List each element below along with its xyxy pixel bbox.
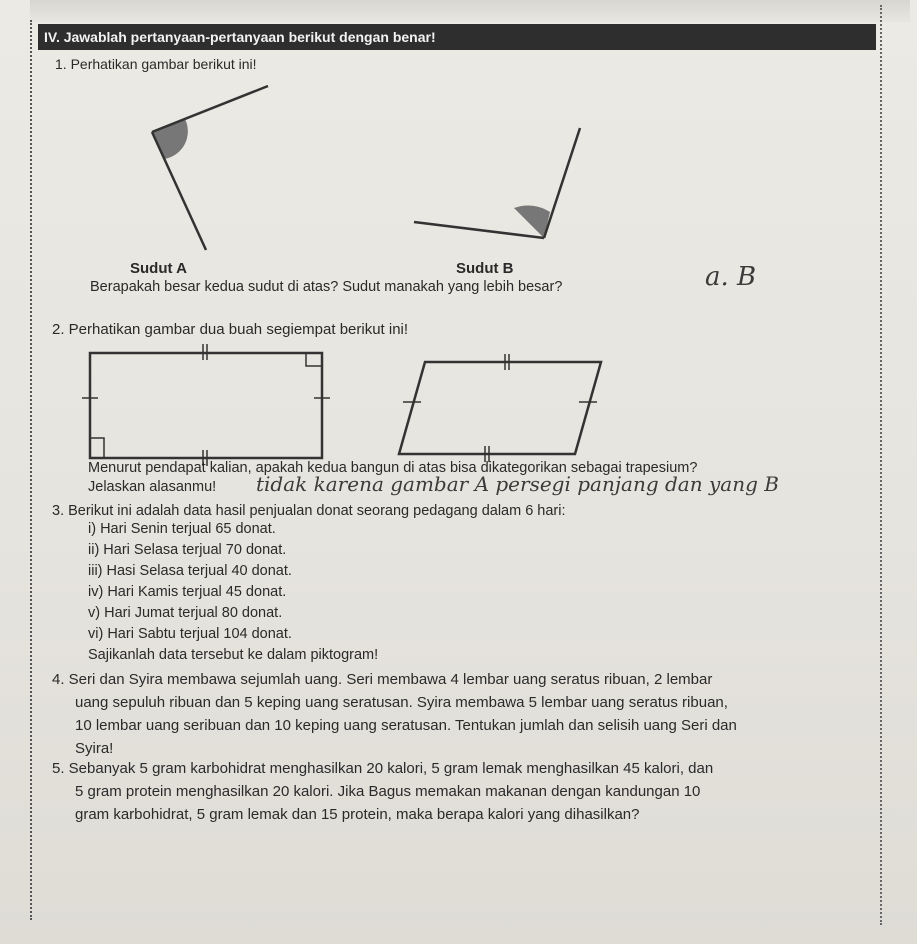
q3-item: i) Hari Senin terjual 65 donat. bbox=[88, 521, 276, 537]
angle-b-label: Sudut B bbox=[456, 260, 514, 277]
q1-handwritten-answer: a. B bbox=[705, 262, 757, 292]
q4-line: uang sepuluh ribuan dan 5 keping uang seratusan. Syira membawa 5 lembar uang seratus ribuan, bbox=[75, 694, 728, 711]
angle-a-figure bbox=[140, 82, 280, 257]
q2-prompt: Jelaskan alasanmu! bbox=[88, 479, 217, 495]
q5-line: 5. Sebanyak 5 gram karbohidrat menghasilkan 20 kalori, 5 gram lemak menghasilkan 45 kalori, dan bbox=[52, 760, 714, 777]
q1-instruction: 1. Perhatikan gambar berikut ini! bbox=[55, 56, 257, 72]
q3-item: iii) Hasi Selasa terjual 40 donat. bbox=[88, 563, 292, 579]
angle-a-label: Sudut A bbox=[130, 260, 187, 277]
q4-line: 10 lembar uang seribuan dan 10 keping uang seratusan. Tentukan jumlah dan selisih uang Seri dan bbox=[75, 717, 737, 734]
top-edge bbox=[30, 0, 910, 22]
q5-line: 5 gram protein menghasilkan 20 kalori. Jika Bagus memakan makanan dengan kandungan 10 bbox=[75, 783, 701, 800]
q3-item: vi) Hari Sabtu terjual 104 donat. bbox=[88, 626, 292, 642]
q3-item: ii) Hari Selasa terjual 70 donat. bbox=[88, 542, 287, 558]
rectangle-figure bbox=[80, 338, 340, 468]
q3-item: v) Hari Jumat terjual 80 donat. bbox=[88, 605, 283, 621]
angle-b-figure bbox=[410, 120, 590, 250]
right-angle-mark bbox=[90, 438, 104, 458]
left-dotted-border bbox=[30, 20, 33, 920]
q5-line: gram karbohidrat, 5 gram lemak dan 15 protein, maka berapa kalori yang dihasilkan? bbox=[75, 806, 640, 823]
q2-handwritten-answer: tidak karena gambar A persegi panjang dan yang B bbox=[256, 472, 779, 496]
parallelogram-figure bbox=[395, 350, 615, 465]
q3-closing: Sajikanlah data tersebut ke dalam piktogram! bbox=[88, 647, 379, 663]
rectangle-shape bbox=[90, 353, 322, 458]
q3-item: iv) Hari Kamis terjual 45 donat. bbox=[88, 584, 287, 600]
right-dotted-border bbox=[880, 5, 883, 925]
q4-line: 4. Seri dan Syira membawa sejumlah uang. Seri membawa 4 lembar uang seratus ribuan, 2 lembar bbox=[52, 671, 713, 688]
q2-instruction: 2. Perhatikan gambar dua buah segiempat berikut ini! bbox=[52, 321, 409, 338]
angle-b-ray-left bbox=[414, 222, 544, 238]
q2-question: Menurut pendapat kalian, apakah kedua bangun di atas bisa dikategorikan sebagai trapesium? bbox=[88, 460, 698, 476]
q3-intro: 3. Berikut ini adalah data hasil penjualan donat seorang pedagang dalam 6 hari: bbox=[52, 503, 566, 519]
parallelogram-shape bbox=[399, 362, 601, 454]
right-angle-mark bbox=[306, 353, 322, 366]
section-title: IV. Jawablah pertanyaan-pertanyaan berikut dengan benar! bbox=[38, 24, 876, 50]
q4-line: Syira! bbox=[75, 740, 114, 757]
angle-b-ray-top bbox=[544, 128, 580, 238]
q1-question: Berapakah besar kedua sudut di atas? Sudut manakah yang lebih besar? bbox=[90, 279, 563, 295]
angle-a-ray-top bbox=[152, 86, 268, 132]
